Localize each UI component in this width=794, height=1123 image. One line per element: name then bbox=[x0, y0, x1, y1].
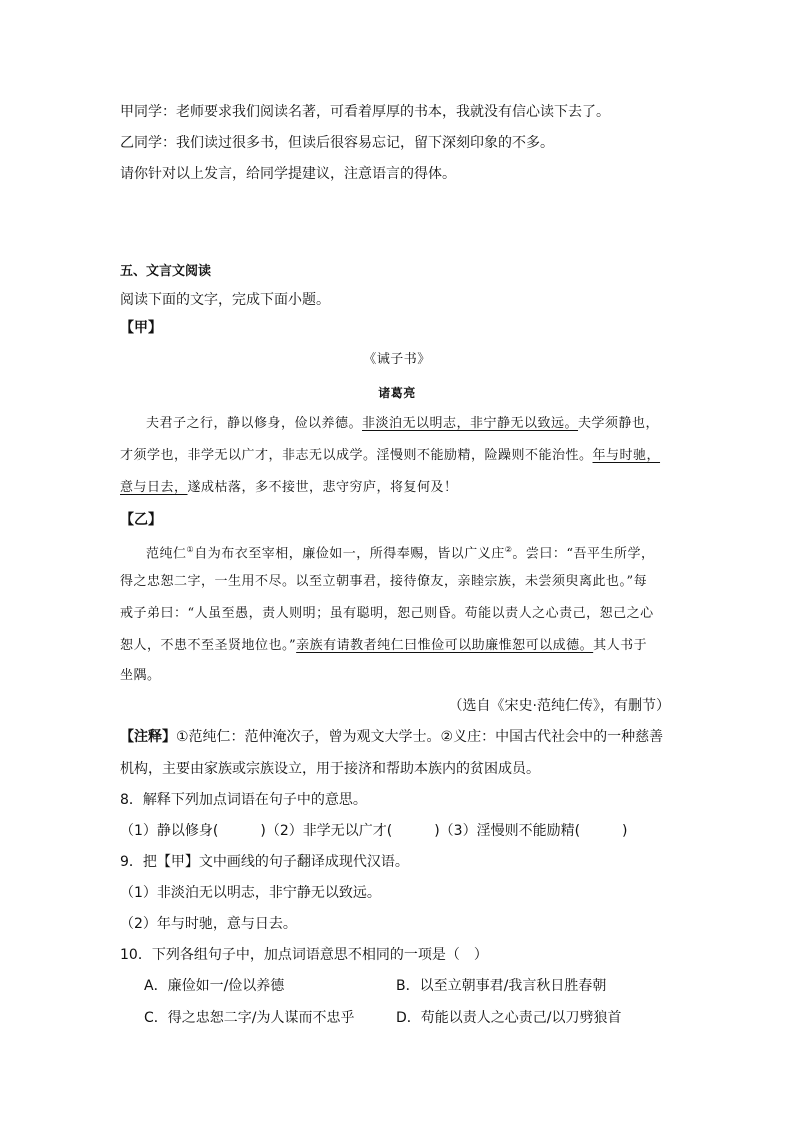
passage-b-text: 。尝曰：“吾平生所学， bbox=[512, 546, 655, 562]
passage-a-text: 夫学须静也， bbox=[578, 416, 660, 431]
passage-b-text: 其人书于 bbox=[593, 638, 648, 653]
underlined-sentence: 亲族有请教者纯仁曰惟俭可以助廉惟恕可以成德。 bbox=[296, 638, 594, 653]
question-8: 8．解释下列加点词语在句子中的意思。 bbox=[120, 792, 367, 808]
passage-a-line-2 bbox=[120, 446, 660, 466]
passage-b-label: 【乙】 bbox=[120, 512, 162, 528]
passage-a-text: 才须学也，非学无以广才，非志无以成学。淫慢则不能励精，险躁则不能治性。 bbox=[120, 448, 593, 463]
option-b: B．以至立朝事君/我言秋日胜春朝 bbox=[396, 978, 607, 994]
passage-a-title: 《诫子书》 bbox=[363, 352, 431, 367]
underlined-sentence: 非淡泊无以明志，非宁静无以致远。 bbox=[362, 416, 579, 431]
passage-b-text: 范纯仁 bbox=[146, 546, 187, 562]
notes-label: 【注释】 bbox=[120, 729, 176, 745]
section-title: 五、文言文阅读 bbox=[120, 264, 212, 279]
option-d: D．苟能以责人之心责己/以刀劈狼首 bbox=[396, 1010, 622, 1026]
passage-b-line-3: 戒子弟曰：“人虽至愚，责人则明；虽有聪明，恕己则昏。苟能以责人之心责己，恕己之心 bbox=[120, 606, 654, 621]
notes-line-2: 机构，主要由家族或宗族设立，用于接济和帮助本族内的贫困成员。 bbox=[120, 761, 540, 777]
intro-yi: 乙同学：我们读过很多书，但读后很容易忘记，留下深刻印象的不多。 bbox=[120, 135, 554, 151]
intro-jia: 甲同学：老师要求我们阅读名著，可看着厚厚的书本，我就没有信心读下去了。 bbox=[120, 104, 610, 120]
intro-ask: 请你针对以上发言，给同学提建议，注意语言的得体。 bbox=[120, 166, 456, 182]
passage-a-author: 诸葛亮 bbox=[378, 386, 416, 400]
question-8-items: （1）静以修身( )（2）非学无以广才( )（3）淫慢则不能励精( ) bbox=[120, 823, 628, 839]
passage-b-text: 自为布衣至宰相，廉俭如一，所得奉赐，皆以广义庄 bbox=[194, 546, 505, 562]
underlined-sentence: 年与时驰， bbox=[592, 448, 661, 463]
passage-b-source: （选自《宋史·范纯仁传》，有删节） bbox=[448, 698, 670, 714]
passage-a-text: 遂成枯落，多不接世，悲守穷庐，将复何及！ bbox=[187, 480, 458, 495]
question-9-item-1: （1）非淡泊无以明志，非宁静无以致远。 bbox=[120, 885, 381, 901]
passage-b-line-5: 坐隅。 bbox=[120, 668, 161, 683]
note-marker: ① bbox=[186, 545, 195, 554]
passage-a-line-1 bbox=[146, 414, 659, 434]
passage-b-line-4 bbox=[120, 636, 647, 656]
option-a: A．廉俭如一/俭以养德 bbox=[144, 978, 285, 994]
passage-b-line-1 bbox=[146, 540, 655, 564]
question-9: 9．把【甲】文中画线的句子翻译成现代汉语。 bbox=[120, 854, 409, 870]
notes-text: ①范纯仁：范仲淹次子，曾为观文大学士。②义庄：中国古代社会中的一种慈善 bbox=[176, 729, 664, 745]
section-instruction: 阅读下面的文字，完成下面小题。 bbox=[120, 292, 330, 308]
passage-b-line-2: 得之忠恕二字，一生用不尽。以至立朝事君，接待僚友，亲睦宗族，未尝须臾离此也。”每 bbox=[120, 574, 648, 589]
underlined-sentence: 意与日去， bbox=[120, 480, 188, 495]
question-10: 10．下列各组句子中，加点词语意思不相同的一项是（ ） bbox=[120, 947, 488, 963]
option-c: C．得之忠恕二字/为人谋而不忠乎 bbox=[144, 1010, 355, 1026]
passage-a-line-3 bbox=[120, 478, 458, 498]
notes-line-1 bbox=[120, 727, 663, 747]
passage-b-text: 恕人，不患不至圣贤地位也。” bbox=[120, 638, 297, 653]
question-9-item-2: （2）年与时驰，意与日去。 bbox=[120, 916, 297, 932]
passage-a-label: 【甲】 bbox=[120, 320, 162, 336]
note-marker: ② bbox=[504, 545, 513, 554]
passage-a-text: 夫君子之行，静以修身，俭以养德。 bbox=[146, 416, 363, 431]
